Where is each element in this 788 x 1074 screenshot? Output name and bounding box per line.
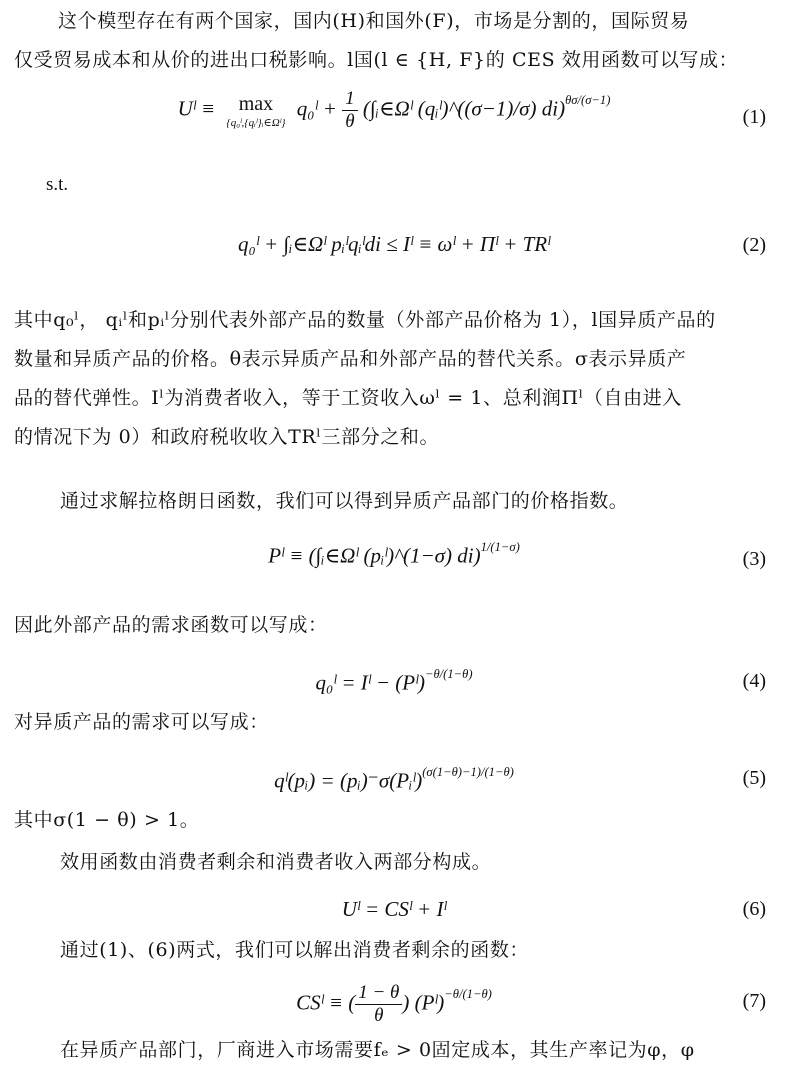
eq1-max xyxy=(226,93,285,129)
paragraph-firm-entry: 在异质产品部门，厂商进入市场需要fₑ > 0固定成本，其生产率记为φ，φ xyxy=(60,1039,695,1061)
equation-7: CSˡ ≡ ( $\frac{1 - \theta}{\theta}$ ) (Pˡ)$^{-\theta/(1-\theta)}$ xyxy=(296,982,492,1026)
eq1-integral: (∫ᵢ∈Ωˡ (qᵢˡ)^((σ−1)/σ) di) xyxy=(362,96,566,121)
eq1-frac-numerator: 1 xyxy=(342,88,358,111)
eq7-frac xyxy=(355,982,402,1027)
equation-3 xyxy=(0,540,788,568)
eq1-max-op: max xyxy=(238,92,274,115)
eq5-exponent: (σ(1−θ)−1)/(1−θ) xyxy=(422,765,514,779)
text-line: 的情况下为 0）和政府税收收入TRˡ三部分之和。 xyxy=(14,426,440,448)
eq7-lhs: CSˡ ≡ xyxy=(296,990,343,1015)
text-line: 品的替代弹性。Iˡ为消费者收入，等于工资收入ωˡ = 1、总利润Πˡ（自由进入 xyxy=(14,387,682,409)
paragraph-definitions xyxy=(14,301,774,457)
equation-1 xyxy=(0,88,788,133)
equation-2: q₀ˡ + ∫ᵢ∈Ωˡ pᵢˡqᵢˡdi ≤ Iˡ ≡ ωˡ + Πˡ + TRˡ xyxy=(238,232,550,256)
paragraph-condition: 其中σ(1 − θ) > 1。 xyxy=(14,809,200,831)
text-line: 仅受贸易成本和从价的进出口税影响。l国(l ∈ {H, F}的 CES 效用函数可以写成： xyxy=(14,49,739,71)
eq1-exponent: θσ/(σ−1) xyxy=(565,92,611,107)
eq3-exponent: 1/(1−σ) xyxy=(480,540,520,554)
equation-number-2: (2) xyxy=(742,234,766,256)
paragraph-demand-outside: 因此外部产品的需求函数可以写成： xyxy=(14,614,328,636)
eq3-body: (∫ᵢ∈Ωˡ (pᵢˡ)^(1−σ) di) xyxy=(308,543,481,568)
eq7-frac-denominator: θ xyxy=(374,1005,384,1026)
text-line: 这个模型存在有两个国家，国内(H)和国外(F)，市场是分割的，国际贸易 xyxy=(58,10,690,32)
eq1-lhs: Uˡ ≡ xyxy=(177,96,216,121)
equation-number-5: (5) xyxy=(742,767,766,789)
equation-4 xyxy=(0,667,788,695)
eq1-max-sub: {q₀ˡ,{qᵢˡ}ᵢ∈Ωˡ} xyxy=(226,116,286,129)
equation-5 xyxy=(0,765,788,793)
text-line: 其中q₀ˡ， qᵢˡ和pᵢˡ分别代表外部产品的数量（外部产品价格为 1），l国异质产品的 xyxy=(14,309,716,331)
text-line: 数量和异质产品的价格。θ表示异质产品和外部产品的替代关系。σ表示异质产 xyxy=(14,348,687,370)
equation-6: Uˡ = CSˡ + Iˡ xyxy=(341,897,447,921)
equation-number-6: (6) xyxy=(742,898,766,920)
eq5-body: qˡ(pᵢ) = (pᵢ)⁻σ(Pᵢˡ) xyxy=(274,768,423,793)
eq3-lhs: Pˡ ≡ xyxy=(268,543,304,568)
eq4-body: q₀ˡ = Iˡ − (Pˡ) xyxy=(315,670,425,695)
paragraph-utility: 效用函数由消费者剩余和消费者收入两部分构成。 xyxy=(60,851,492,873)
eq7-exponent: −θ/(1−θ) xyxy=(444,986,492,1001)
paragraph-intro xyxy=(14,2,774,80)
eq1-body: q₀ˡ + xyxy=(296,96,343,121)
paragraph-surplus: 通过(1)、(6)两式，我们可以解出消费者剩余的函数： xyxy=(60,939,530,961)
paragraph-lagrange: 通过求解拉格朗日函数，我们可以得到异质产品部门的价格指数。 xyxy=(60,490,629,512)
eq4-exponent: −θ/(1−θ) xyxy=(424,667,473,681)
eq7-rest: (Pˡ) xyxy=(414,990,445,1015)
eq1-frac-denominator: θ xyxy=(345,111,355,132)
eq1-frac xyxy=(342,88,358,133)
equation-number-4: (4) xyxy=(742,670,766,692)
equation-number-7: (7) xyxy=(742,990,766,1012)
equation-number-3: (3) xyxy=(742,548,766,570)
subject-to-label: s.t. xyxy=(46,174,69,195)
equation-number-1: (1) xyxy=(742,106,766,128)
paragraph-demand-hetero: 对异质产品的需求可以写成： xyxy=(14,711,269,733)
eq7-frac-numerator: 1 − θ xyxy=(355,982,402,1005)
